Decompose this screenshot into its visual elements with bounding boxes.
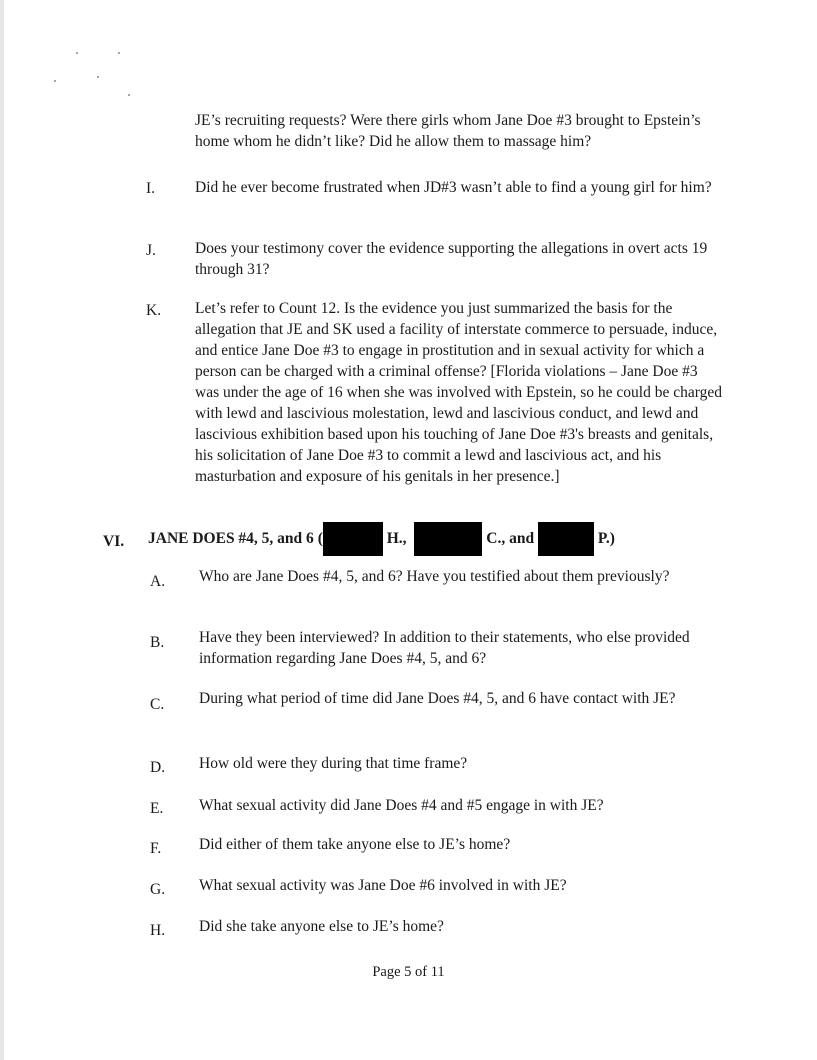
name-initial-2: C., and — [486, 530, 535, 547]
item-letter: G. — [150, 881, 166, 898]
item-letter: A. — [150, 573, 166, 590]
scan-edge — [0, 0, 4, 1060]
name-initial-1: H., — [386, 530, 407, 547]
scan-speck — [128, 94, 130, 96]
item-text: What sexual activity did Jane Does #4 and #5 engage in with JE? — [199, 797, 604, 814]
name-initial-3: P.) — [597, 530, 615, 547]
item-text: Does your testimony cover the evidence supporting the allegations in overt acts 19 through 31? — [195, 240, 708, 278]
item-letter: K. — [146, 302, 162, 319]
scan-speck — [54, 80, 56, 82]
open-paren: ( — [317, 530, 323, 547]
item-letter: I. — [146, 180, 156, 197]
continuation-text: JE’s recruiting requests? Were there girls whom Jane Doe #3 brought to Epstein’s home whom he didn’t like? Did he allow them to massage him? — [195, 112, 701, 150]
item-text: What sexual activity was Jane Doe #6 involved in with JE? — [199, 877, 567, 894]
item-letter: D. — [150, 759, 166, 776]
section-title: JANE DOES #4, 5, and 6 — [148, 530, 314, 547]
item-letter: E. — [150, 800, 164, 817]
item-letter: H. — [150, 922, 166, 939]
redaction-bar — [414, 522, 482, 556]
item-text: Did he ever become frustrated when JD#3 wasn’t able to find a young girl for him? — [195, 179, 712, 196]
redaction-bar — [323, 522, 383, 556]
item-text: During what period of time did Jane Does #4, 5, and 6 have contact with JE? — [199, 690, 676, 707]
section-heading — [148, 522, 615, 556]
item-letter: F. — [150, 840, 162, 857]
item-letter: J. — [146, 242, 156, 259]
scan-speck — [118, 52, 120, 54]
item-letter: B. — [150, 634, 165, 651]
scan-speck — [97, 76, 99, 78]
item-text: Have they been interviewed? In addition to their statements, who else provided information regarding Jane Does #4, 5, and 6? — [199, 629, 690, 667]
page-number: Page 5 of 11 — [372, 964, 445, 980]
redaction-bar — [538, 522, 594, 556]
item-text: Did either of them take anyone else to JE’s home? — [199, 836, 511, 853]
item-text: Who are Jane Does #4, 5, and 6? Have you testified about them previously? — [199, 568, 670, 585]
item-text: Did she take anyone else to JE’s home? — [199, 918, 444, 935]
item-letter: C. — [150, 696, 165, 713]
scan-speck — [76, 52, 78, 54]
item-text: How old were they during that time frame? — [199, 755, 468, 772]
section-number: VI. — [103, 533, 125, 550]
item-text: Let’s refer to Count 12. Is the evidence you just summarized the basis for the allegation that JE and SK used a facility of interstate commerce to persuade, induce, and entice Jane Doe #3 to engage in prostitution and in sexual activity for which a person can be charged with a criminal offense? [Florida violations – Jane Doe #3 was under the age of 16 when she was involved with Epstein, so he could be charged with lewd and lascivious molestation, lewd and lascivious conduct, and lewd and lascivious exhibition based upon his touching of Jane Doe #3's breasts and genitals, his solicitation of Jane Doe #3 to commit a lewd and lascivious act, and his masturbation and exposure of his genitals in her presence.] — [195, 300, 723, 485]
